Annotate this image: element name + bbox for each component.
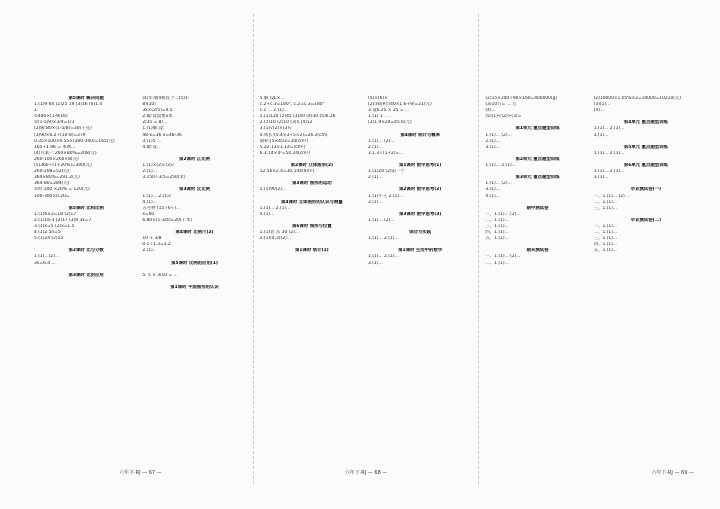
answer-line: (2)15×200÷90×160=400000(g) [485, 96, 558, 101]
page-68-column-right [368, 96, 472, 462]
answer-line: 1.(1)20 (2)第一个 [368, 169, 405, 175]
page-69-footer: 六年下·RJ — 69 — [651, 470, 695, 476]
page-67 [28, 14, 253, 484]
answer-line: 五号物 (15÷6÷)... [142, 205, 181, 211]
answer-line: 48-x=36 x=48-36 [142, 132, 182, 138]
answer-line: 第3课时 数学思考(3) [398, 211, 442, 217]
answer-line: 10 + 3/8 [142, 236, 162, 242]
answer-line: 二、1.(1)... [593, 199, 618, 205]
page-68 [253, 14, 479, 484]
answer-line: 3.(1)... [485, 187, 500, 193]
answer-line: 5.解:设L×... [259, 96, 285, 101]
answer-line: 五、1.(1)... [485, 236, 509, 242]
answer-line: 260-100×260×8(元) [34, 156, 79, 162]
answer-line: ②(1-5/9)×3/4=1/3 [34, 120, 75, 126]
answer-line: 四、1.(1)... [593, 242, 618, 248]
answer-line: 1.(1)解:设: [142, 126, 165, 132]
answer-line: 3.150÷3/5=250(米) [142, 175, 186, 181]
answer-line: 1.(1)120 (2)45 (3)40 (4)30 (5)6.26 [259, 114, 336, 120]
answer-line: 一、1.(1)... (2)... [485, 211, 521, 217]
answer-line: 1.(1)... 2.(1)... [485, 163, 516, 169]
answer-line: ①480×(1-9/16) [34, 114, 68, 120]
answer-line: 第1单元 重点题型训练 [515, 126, 560, 132]
answer-line: 165+1.96 = 本例... [34, 144, 76, 150]
answer-line: 二、1.(1)... [485, 217, 509, 223]
answer-line: 364×80%=291.2(元) [34, 175, 80, 181]
answer-line: 3x×(2/5)=4.5 [142, 108, 173, 114]
answer-line: 4.(1)... [485, 193, 500, 199]
answer-line: 12.56×2.4=30.144(dm²) [259, 169, 315, 175]
answer-line: 2.(1)... [142, 169, 157, 175]
answer-line: (2)解:80×(1-5/8)=30(千克) [34, 126, 92, 132]
answer-line: 2.(1)... [368, 175, 383, 181]
answer-line: 3.(1)... [485, 144, 500, 150]
answer-line: 3.(1)x=5 (2)x=1.5 [34, 223, 75, 229]
answer-line: (3)1.9×24=45.6(元) [368, 120, 412, 126]
answer-line: (3)(1)... [593, 102, 611, 108]
answer-line: 第1课时 平面图形的认识 [170, 284, 219, 290]
answer-line: 1.(1) 1 . . . [368, 114, 391, 120]
answer-line: 毕业测试卷(二) [630, 217, 662, 223]
answer-line: 2.(1).. [142, 248, 156, 254]
answer-line: 4.解:设.. [142, 144, 160, 150]
page-67-footer: 六年下·RJ — 67 — [119, 470, 162, 476]
answer-line: (2)10000×1.05%×2=10000=10210(元) [593, 96, 682, 101]
answer-line: 2.(1)... [485, 138, 500, 144]
answer-line: (2)③面积:(40×1.6+9)=21(元) [368, 102, 432, 108]
answer-line: 2. [34, 108, 39, 114]
answer-line: 1.(1)9 64 (2)25 19 (3)16 (4)1.4 [34, 102, 103, 108]
page-68-column-left [260, 96, 364, 462]
page-68-footer: 六年下·RJ — 68 — [344, 470, 388, 476]
answer-line: 0.1÷1.3=3.2 [142, 242, 171, 248]
answer-line: 2.(1)10 (2)10 (3)5 (4)12 [259, 120, 313, 126]
answer-line: 第1课时 数学思考(1) [398, 163, 442, 169]
answer-line: c.2+c.3=180°, c.2=c.3=180° [259, 102, 325, 108]
answer-line: 5.(1)... [259, 211, 275, 217]
answer-line: 2/35 = 8/... [142, 120, 168, 126]
answer-line: 3.(1)5 ... [142, 138, 162, 144]
answer-line: 5.22.13×1.14=(cm²) [259, 144, 306, 150]
answer-line: 1.(1)...(2)... [34, 254, 60, 260]
answer-line: 三、1.(1)... [485, 223, 509, 229]
answer-line: 四、1.(1)... [485, 230, 509, 236]
answer-line: 3.(1)√(2)×(3)√ [259, 126, 292, 132]
answer-line: 3.(1)... [593, 175, 609, 181]
answer-line: 8)(10) [142, 102, 156, 108]
answer-line: 综合与实践 [409, 230, 432, 236]
answer-line: 面积:(5×4)/2=10(cm²) [259, 138, 309, 144]
answer-line: 三、1.(1)... [593, 205, 618, 211]
answer-line: 1.(1)... 2.(1)... [259, 205, 291, 211]
answer-line: 第3课时 反比例 [179, 187, 210, 193]
answer-line: 5. 5 × 3/10 = ... [142, 272, 178, 278]
three-page-spread [28, 14, 704, 484]
answer-line: 2.(1)16-3 (2)17 (3)9 3x=7 [34, 217, 92, 223]
answer-line: (4)①;极4相连个..;(5)① [142, 96, 189, 101]
answer-line: 第4课时 比例尺(2) [175, 230, 214, 236]
answer-line: 一、1.(1)... (2)... [485, 254, 521, 260]
answer-line: 1.(1)北 东 30 (2)... [259, 230, 300, 236]
answer-line: x=60 [142, 211, 155, 217]
answer-line: 3.1.3÷(1+2)=... [368, 150, 404, 156]
answer-line: 第2单元 重点题型训练 [515, 156, 560, 162]
answer-line: 3.(1)... [368, 260, 383, 266]
answer-line: 第4课时 统计与概率 [400, 132, 441, 138]
answer-line: 第6课时 图形与位置 [291, 223, 332, 229]
answer-line: 二、1.(1)... [485, 260, 509, 266]
answer-line: 6.80×(1-3/4)=20(千米) [142, 217, 193, 223]
answer-line: 一、1.(1)... (2)... [593, 193, 629, 199]
answer-line: 1.(1)... (2)... [368, 138, 395, 144]
answer-line: 1.(1)... 2.(1)... [593, 126, 625, 132]
answer-line: 第2课时 正比例 [179, 156, 210, 162]
answer-line: 第2课时 立体图形(2) [290, 163, 334, 169]
answer-line: (4)... [485, 108, 496, 114]
page-67-column-right [142, 96, 246, 462]
answer-line: 1.(1)小王 2.(1)... [368, 193, 404, 199]
answer-line: 五、1.(1)... [593, 248, 618, 254]
answer-line: c.1 ... 2.(1)... [259, 108, 288, 114]
answer-line: 2.(1)(4,3)(2)... [259, 236, 291, 242]
answer-line: ②时:100 ×20% = 120(元) [34, 187, 90, 193]
answer-line: 第5课时 解决问题 [68, 96, 104, 101]
answer-line: 3.(1)... [593, 132, 609, 138]
answer-line: 第4课时 立体图形的认识与测量 [281, 199, 343, 205]
answer-line: 4.(1)2.5n=5 [34, 230, 61, 236]
answer-line: 第2课时 数学思考(2) [398, 187, 442, 193]
answer-line: (3)90×6.2÷(10-8)=279 [34, 132, 86, 138]
answer-line: 4.(1)... [142, 199, 157, 205]
answer-line: 第3单元 重点题型训练 [515, 175, 560, 181]
answer-line: 364-80=284(元) [34, 181, 70, 187]
answer-line: 1.(1)... 2.(1)... [593, 150, 625, 156]
answer-line: 第5单元 重点题型训练 [623, 144, 668, 150]
answer-line: 2.解:设需要x本 [142, 114, 173, 120]
answer-line: 1.(1)×(2)√(3)√ [142, 163, 175, 169]
answer-line: (4)方案一:260×80%=208(元) [34, 150, 97, 156]
answer-line: 1.(1)... 2.(1)... [593, 169, 625, 175]
answer-line: 第5课时 比和比例 [68, 205, 104, 211]
answer-line: 6.3.14×4²=50.24(cm²) [259, 150, 310, 156]
answer-line: 第3课时 比的应用 [68, 272, 104, 278]
answer-line: 5.(1)24 (2)15 [34, 236, 64, 242]
answer-line: 1.(1)... 2.(1)... [368, 254, 399, 260]
answer-line: 2.(1)... [368, 144, 383, 150]
answer-line: (3)10万= ... 万 [485, 102, 517, 108]
answer-line: (5)360÷(1+20%)=300(元) [34, 163, 92, 169]
answer-line: 100-300×0.20= [34, 193, 70, 199]
answer-line: (4)... [593, 108, 605, 114]
answer-line: 1.(1)90(2)... [259, 187, 287, 193]
answer-line: (5)(1)<(2)>(3)= [485, 114, 522, 120]
answer-line: 第5课时 比例的应用(1) [171, 260, 218, 266]
answer-line: 一、1.(1)... [593, 223, 618, 229]
answer-line: 第6单元 重点题型训练 [623, 163, 668, 169]
answer-line: 第3课时 图形的运动 [291, 181, 332, 187]
answer-line: 3x=6.4 ... [34, 260, 56, 266]
answer-line: 第1课时 统计(1) [295, 248, 329, 254]
answer-line: 1.(1)... (2)... [485, 132, 512, 138]
page-69-column-right [594, 96, 698, 462]
answer-line: 1.(1)6×3=18 (2)17 [34, 211, 77, 217]
answer-line: 第2课时 比与分数 [68, 248, 104, 254]
answer-line: 3.设6.25 × 25 = ... [368, 108, 410, 114]
page-69-column-left [485, 96, 589, 462]
answer-line: 第4单元 重点题型训练 [623, 120, 668, 126]
answer-line: 期中测试卷 [526, 205, 549, 211]
answer-line: 1.(1)... (2)... [485, 181, 512, 187]
answer-line: 0.35×100×0.55×(300-300)=165(元) [34, 138, 115, 144]
answer-line: 4.周长:(5.4×3+5×2)=26.2(cm) [259, 132, 328, 138]
page-67-column-left [34, 96, 138, 462]
answer-line: 260-208=52(元) [34, 169, 70, 175]
answer-line: 三、1.(1)... [593, 236, 618, 242]
answer-line: 二、1.(1)... [593, 230, 618, 236]
answer-line: 1.(1)... (2)... [368, 217, 395, 223]
answer-line: 毕业测试卷(一) [630, 187, 662, 193]
answer-line: 1.(1)... 2.(1)... [368, 236, 399, 242]
answer-line: (5)×(6)× [368, 96, 388, 101]
answer-line: 第1课时 生活中的数学 [398, 248, 443, 254]
answer-line: 3.(1)... [368, 199, 383, 205]
answer-line: 期末测试卷 [526, 248, 549, 254]
answer-line: 1.(1)... 2.(1)√ [142, 193, 172, 199]
page-69 [478, 14, 704, 484]
